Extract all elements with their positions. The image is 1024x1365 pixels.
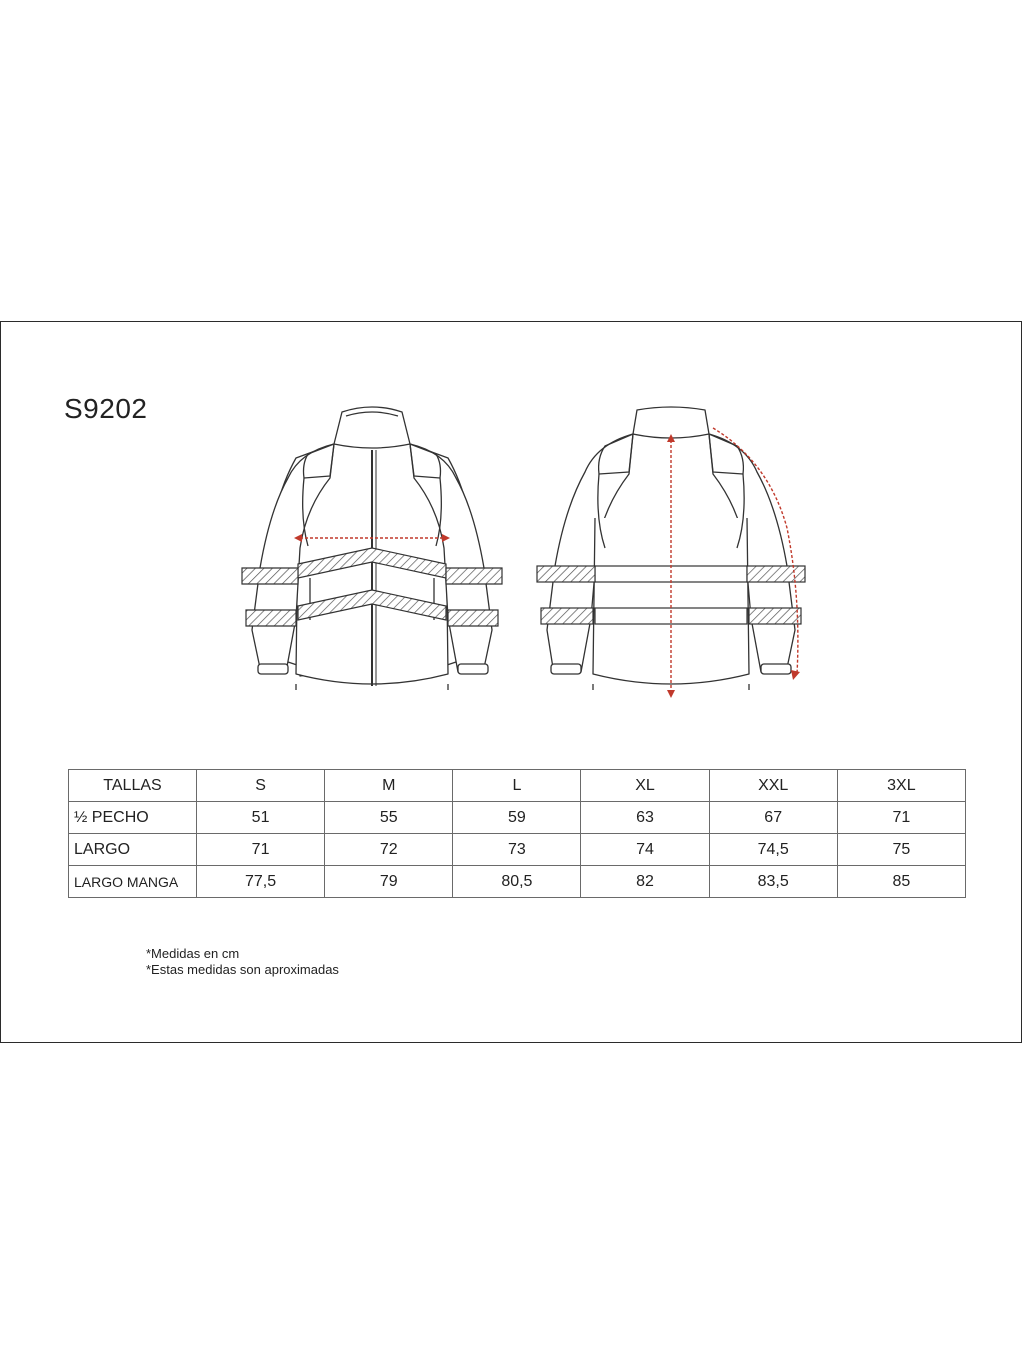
table-cell: 51 bbox=[197, 802, 325, 834]
table-cell: 59 bbox=[453, 802, 581, 834]
jacket-front-drawing bbox=[230, 398, 515, 700]
table-cell: 77,5 bbox=[197, 866, 325, 898]
size-label: 3XL bbox=[837, 770, 965, 802]
footnotes bbox=[146, 946, 339, 978]
jacket-back-drawing bbox=[525, 398, 815, 700]
size-header-label: TALLAS bbox=[69, 770, 197, 802]
size-label: S bbox=[197, 770, 325, 802]
table-cell: 75 bbox=[837, 834, 965, 866]
size-label: M bbox=[325, 770, 453, 802]
table-cell: 79 bbox=[325, 866, 453, 898]
table-cell: 74 bbox=[581, 834, 709, 866]
size-label: L bbox=[453, 770, 581, 802]
row-label: ½ PECHO bbox=[69, 802, 197, 834]
row-label: LARGO bbox=[69, 834, 197, 866]
table-cell: 82 bbox=[581, 866, 709, 898]
table-cell: 74,5 bbox=[709, 834, 837, 866]
size-header-row bbox=[69, 770, 966, 802]
table-row bbox=[69, 802, 966, 834]
size-label: XL bbox=[581, 770, 709, 802]
table-cell: 71 bbox=[197, 834, 325, 866]
size-label: XXL bbox=[709, 770, 837, 802]
table-cell: 80,5 bbox=[453, 866, 581, 898]
table-cell: 83,5 bbox=[709, 866, 837, 898]
footnote: *Medidas en cm bbox=[146, 946, 240, 961]
table-row bbox=[69, 834, 966, 866]
table-cell: 63 bbox=[581, 802, 709, 834]
table-cell: 55 bbox=[325, 802, 453, 834]
product-code: S9202 bbox=[64, 393, 148, 424]
table-cell: 72 bbox=[325, 834, 453, 866]
table-cell: 85 bbox=[837, 866, 965, 898]
size-table bbox=[68, 769, 966, 898]
table-cell: 73 bbox=[453, 834, 581, 866]
table-cell: 67 bbox=[709, 802, 837, 834]
footnote: *Estas medidas son aproximadas bbox=[146, 962, 339, 977]
table-row bbox=[69, 866, 966, 898]
row-label: LARGO MANGA bbox=[69, 866, 197, 898]
table-cell: 71 bbox=[837, 802, 965, 834]
